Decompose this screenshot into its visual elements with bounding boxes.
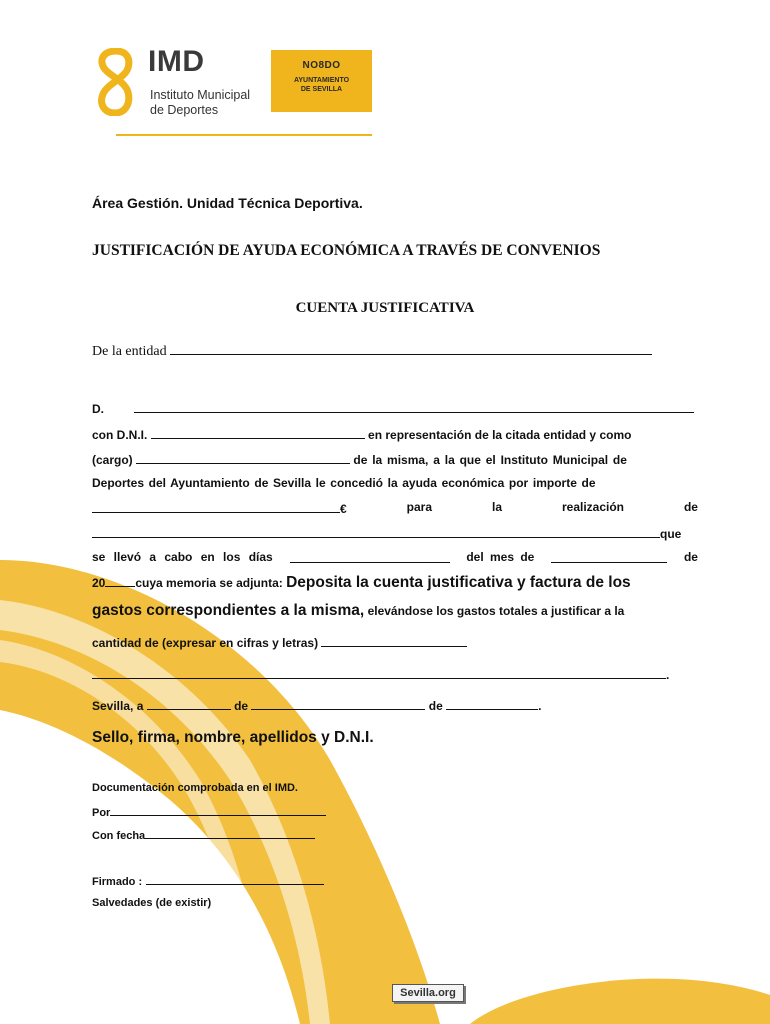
memoria-text: cuya memoria se adjunta: (135, 576, 283, 590)
dni-row (92, 426, 698, 442)
cantidad-letras-row (92, 666, 698, 682)
euro-sign: € (340, 502, 347, 516)
period-1: . (666, 668, 670, 682)
por-label: Por (92, 807, 111, 819)
cantidad-text: cantidad de (expresar en cifras y letras) (92, 636, 319, 650)
ayuntamiento-text (271, 76, 372, 94)
anio-field[interactable] (446, 697, 538, 710)
year-prefix: 20 (92, 576, 106, 590)
por-field[interactable] (110, 805, 326, 816)
firmado-row (92, 874, 324, 888)
con-fecha-row (92, 828, 315, 842)
para-word: para (406, 500, 433, 514)
importe-group (92, 500, 347, 516)
importe-row (92, 500, 698, 516)
de-1-word: de (234, 699, 249, 713)
del-mes-de-text: del mes de (466, 550, 535, 564)
sevilla-a-text: Sevilla, a (92, 699, 144, 713)
entidad-row (92, 344, 652, 360)
gastos-text: gastos correspondientes a la misma, (92, 602, 365, 619)
period-2: . (538, 699, 542, 713)
cargo-field[interactable] (136, 451, 350, 464)
cargo-tail: de la misma, a la que el Instituto Municipal de (353, 453, 627, 467)
dni-label: con D.N.I. (92, 428, 148, 442)
imd-eight-logo-icon (95, 48, 137, 116)
deposita-text: Deposita la cuenta justificativa y factura de los (286, 574, 631, 591)
de-2-word: de (428, 699, 443, 713)
mes-field[interactable] (551, 550, 667, 563)
elevandose-text: elevándose los gastos totales a justificar a la (367, 604, 625, 618)
realizacion-row (92, 525, 698, 541)
sello-heading: Sello, firma, nombre, apellidos y D.N.I. (92, 729, 374, 746)
ayuntamiento-logo (271, 50, 372, 112)
d-row (92, 400, 698, 416)
con-fecha-field[interactable] (145, 828, 315, 839)
fecha-row (92, 697, 698, 713)
memoria-row (92, 574, 698, 592)
realizacion-word: realización (561, 500, 624, 514)
year-field[interactable] (105, 574, 135, 587)
de-end-word: de (683, 550, 698, 564)
ayuntamiento-line1: AYUNTAMIENTO (293, 77, 350, 84)
dni-tail: en representación de la citada entidad y como (368, 428, 632, 442)
dni-field[interactable] (151, 426, 365, 439)
firmado-label: Firmado : (92, 876, 143, 888)
de-word: de (683, 500, 698, 514)
header-divider (116, 134, 372, 136)
cantidad-field[interactable] (321, 634, 467, 647)
d-label: D. (92, 402, 104, 416)
cargo-row (92, 451, 698, 467)
que-word: que (660, 527, 682, 541)
ayuntamiento-line2: DE SEVILLA (300, 86, 343, 93)
logo-subtitle-line2: de Deportes (150, 103, 219, 117)
firmado-field[interactable] (146, 874, 324, 885)
por-row (92, 805, 326, 819)
entidad-label: De la entidad (92, 344, 167, 359)
comprobada-text: Documentación comprobada en el IMD. (92, 782, 298, 794)
entidad-field[interactable] (170, 344, 652, 355)
cantidad-letras-field[interactable] (92, 666, 666, 679)
gastos-row (92, 602, 698, 620)
d-name-field[interactable] (134, 400, 694, 413)
dias-row (92, 550, 698, 564)
importe-field[interactable] (92, 500, 340, 513)
realizacion-field[interactable] (92, 525, 660, 538)
logo-subtitle (150, 88, 250, 118)
la-word: la (491, 500, 502, 514)
sevilla-org-stamp: Sevilla.org (392, 984, 464, 1002)
logo-title: IMD (148, 45, 205, 78)
con-fecha-label: Con fecha (92, 830, 146, 842)
nodo-text: NO8DO (302, 60, 341, 71)
mes-fecha-field[interactable] (251, 697, 425, 710)
cargo-label: (cargo) (92, 453, 133, 467)
deportes-row: Deportes del Ayuntamiento de Sevilla le concedió la ayuda económica por importe de (92, 476, 596, 490)
document-subtitle: CUENTA JUSTIFICATIVA (295, 300, 475, 316)
se-llevo-text: se llevó a cabo en los días (92, 550, 273, 564)
dias-field[interactable] (290, 550, 450, 563)
area-heading: Área Gestión. Unidad Técnica Deportiva. (92, 195, 363, 211)
cantidad-row (92, 634, 698, 650)
salvedades-text: Salvedades (de existir) (92, 897, 212, 909)
dia-field[interactable] (147, 697, 231, 710)
document-title: JUSTIFICACIÓN DE AYUDA ECONÓMICA A TRAVÉS DE CONVENIOS (92, 242, 601, 259)
logo-subtitle-line1: Instituto Municipal (150, 88, 251, 102)
